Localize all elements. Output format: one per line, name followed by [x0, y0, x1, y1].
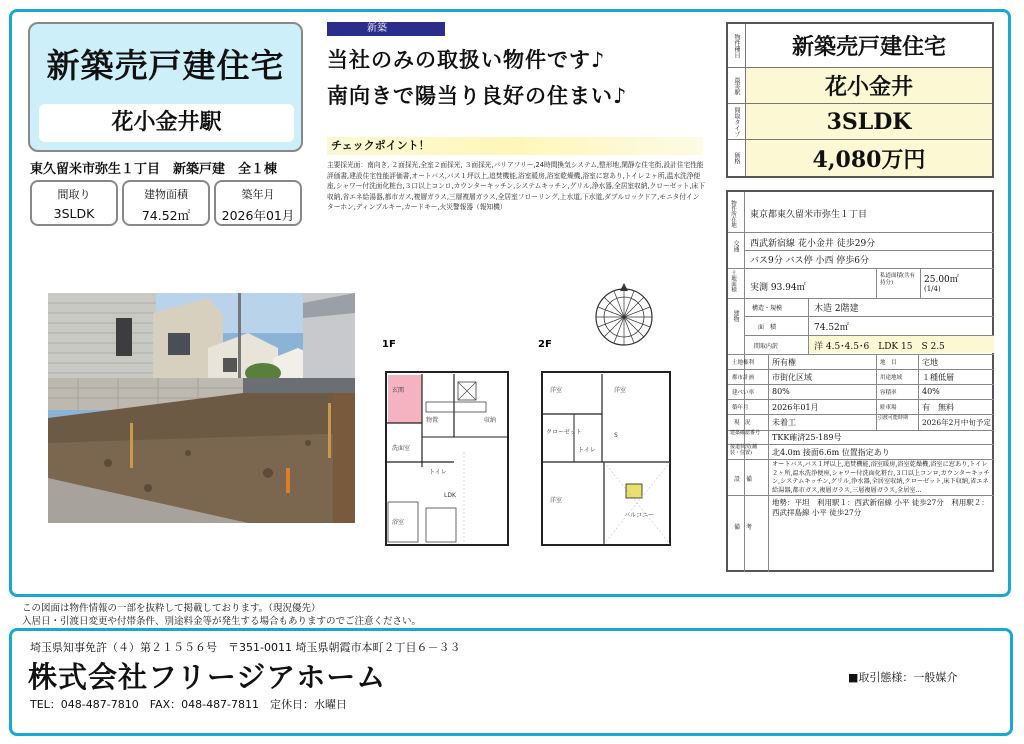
row-label: 物件所在地 [730, 200, 736, 228]
checkpoint-heading: チェックポイント！ [327, 137, 703, 155]
row-label: 現 況 [734, 420, 751, 426]
room-breakdown: 洋 4.5･4.5･6 LDK 15 S 2.5 [814, 342, 945, 352]
room-label: 洋室 [550, 387, 563, 394]
room-label: 洋室 [614, 387, 627, 394]
floor1-label: 1F [382, 339, 396, 350]
row-label: 交通 [732, 240, 739, 252]
row-label: 容積率 [880, 390, 897, 396]
layout: 3SLDK [746, 104, 992, 139]
transaction-type: ■取引態様：一般媒介 [848, 671, 958, 684]
catch-line-2: 南向きで陽当り良好の住まい♪ [327, 84, 628, 108]
catch-line-1: 当社のみの取扱い物件です♪ [327, 48, 606, 72]
compass-icon [596, 283, 652, 345]
row-label: 間取内訳 [754, 343, 779, 350]
row-label: 最寄駅 [728, 68, 746, 103]
transport-2: バス9分 バス停 小西 停歩6分 [750, 256, 870, 266]
feature-list: 主要採光面：南向き, ２面採光,全室２面採光, ３面採光,バリアフリー,24時間換気システム,整形地,閑静な住宅街,設計住宅性能評価書,建設住宅性能評価書,オートバス,バス１坪以上,追焚機能,浴室暖房,浴室乾燥機,浴室に窓あり,トイレ２ヶ所,温水洗浄便座,シャワー付洗面化粧台,３口以上コンロ,カウンターキッチン,システムキッチン,グリル,浄水器,全居室収納,クローゼット,床下収納,省エネ給湯器,都市ガス,複層ガラス,三層複層ガラス,全居室フローリング,上水道,下水道,ダブルロックドア,モニタ付インターホン,ディンプルキー,カードキー,火災警報器（報知機） [327, 161, 705, 211]
built-date: 2026年01月 [772, 403, 819, 412]
property-type: 新築売戸建住宅 [746, 24, 992, 67]
room-label: 収納 [484, 417, 497, 424]
room-label: LDK [444, 492, 456, 499]
company-name: 株式会社フリージアホーム [28, 660, 387, 694]
note-line-1: この図面は物件情報の一部を抜粋して掲載しております。（現況優先） [22, 603, 321, 614]
property-title: 新築売戸建住宅 [46, 46, 285, 85]
private-road: 25.00㎡ [924, 275, 959, 285]
station: 花小金井 [746, 68, 992, 103]
land-category: 宅地 [922, 358, 938, 367]
row-label: 都市計画 [732, 375, 755, 381]
floor-area-ratio: 40% [922, 387, 940, 396]
row-label: 土地権利 [732, 360, 755, 366]
equipment: オートバス,バス１坪以上,追焚機能,浴室暖房,浴室乾燥機,浴室に窓あり,トイレ２ヶ所,温水洗浄便座,シャワー付洗面化粧台,３口以上コンロ,カウンターキッチン,システムキッチン,グリル,浄水器,全居室収納,クローゼット,床下収納,省エネ給湯器,都市ガス,複層ガラス,三層複層ガラス,全居室... [772, 461, 990, 494]
station-name: 花小金井駅 [39, 104, 294, 142]
row-label: 備 考 [734, 524, 753, 531]
row-label: 建ぺい率 [732, 390, 755, 396]
room-label: 物置 [426, 417, 439, 424]
spec-label: 間取り [57, 188, 91, 201]
summary-table [726, 22, 994, 178]
road-access: 北4.0m 接面6.6m 位置指定あり [772, 448, 890, 457]
parking: 有 無料 [922, 403, 954, 412]
company-contact: TEL：048-487-7810 FAX：048-487-7811 定休日：水曜日 [30, 698, 348, 711]
row-label: 面 積 [758, 324, 777, 331]
note-line-2: 入居日・引渡日変更や付帯条件、別途料金等が発生する場合もありますのでご注意ください。 [22, 616, 422, 627]
spec-floor-area [122, 180, 210, 226]
room-label: 玄関 [392, 387, 405, 394]
land-area: 実測 93.94㎡ [750, 283, 806, 293]
room-label: クローゼット [546, 429, 582, 436]
spec-layout [30, 180, 118, 226]
property-subline: 東久留米市弥生１丁目 新築戸建 全１棟 [30, 162, 278, 177]
room-label: 浴室 [392, 519, 405, 526]
row-type [728, 24, 992, 68]
row-label: 築年月 [732, 405, 749, 411]
license: 埼玉県知事免許（４）第２１５５６号 〒351-0011 埼玉県朝霞市本町２丁目６－３３ [30, 641, 461, 654]
row-label: 物件種目 [728, 24, 746, 67]
structure: 木造 2階建 [814, 304, 859, 314]
row-label: 価格 [728, 140, 746, 176]
room-label: トイレ [578, 447, 596, 454]
row-price [728, 140, 992, 176]
spec-value: 2026年01月 [221, 208, 295, 223]
new-tag: 新築 [327, 22, 445, 36]
spec-value: 3SLDK [53, 206, 95, 221]
address: 東京都東久留米市弥生１丁目 [750, 210, 868, 220]
row-station [728, 68, 992, 104]
row-label: 引渡可能時期 [878, 415, 909, 421]
city-plan: 市街化区域 [772, 373, 812, 382]
spec-label: 築年月 [241, 188, 275, 201]
row-label: 私道面積(共有持分) [880, 273, 916, 286]
row-label: 地 目 [880, 360, 897, 366]
remarks: 地勢：平坦 利用駅１：西武新宿線 小平 徒歩27分 利用駅２：西武拝島線 小平 徒歩27分 [772, 498, 989, 517]
room-label: 洋室 [550, 497, 563, 504]
private-road-share: (1/4) [924, 285, 941, 293]
row-label: 間取タイプ [728, 104, 746, 139]
row-layout [728, 104, 992, 140]
handover: 2026年2月中旬予定 [922, 418, 991, 427]
room-label: 洗面室 [392, 445, 411, 452]
transport-1: 西武新宿線 花小金井 徒歩29分 [750, 239, 876, 249]
confirmation-number: TKK確済25-189号 [772, 433, 842, 442]
row-label: 土地面積 [730, 270, 736, 292]
details-table [726, 190, 994, 572]
lot-photo [48, 293, 355, 523]
floor-plan [374, 262, 674, 562]
coverage: 80% [772, 387, 790, 396]
floor2-label: 2F [538, 339, 552, 350]
row-label: 建築確認番号 [730, 430, 761, 436]
floor-area: 74.52㎡ [814, 323, 849, 333]
room-label: S [614, 432, 618, 439]
spec-label: 建物面積 [144, 188, 188, 201]
row-label: 用途地域 [880, 375, 903, 381]
spec-value: 74.52㎡ [141, 208, 191, 223]
row-label: 構造・規模 [752, 305, 783, 312]
row-label: 設 備 [734, 476, 753, 483]
room-label: トイレ [429, 469, 447, 476]
status: 未着工 [772, 418, 796, 427]
title-card [28, 22, 303, 152]
room-label: バルコニー [624, 512, 655, 519]
row-label: 接道状況(舗装・位置) [730, 444, 757, 456]
company-footer [9, 628, 1013, 736]
row-label: 駐車場 [880, 405, 897, 411]
spec-built [214, 180, 302, 226]
row-label: 建物 [732, 310, 739, 322]
zoning: １種低層 [922, 373, 954, 382]
land-right: 所有権 [772, 358, 796, 367]
price: 4,080万円 [746, 140, 992, 176]
